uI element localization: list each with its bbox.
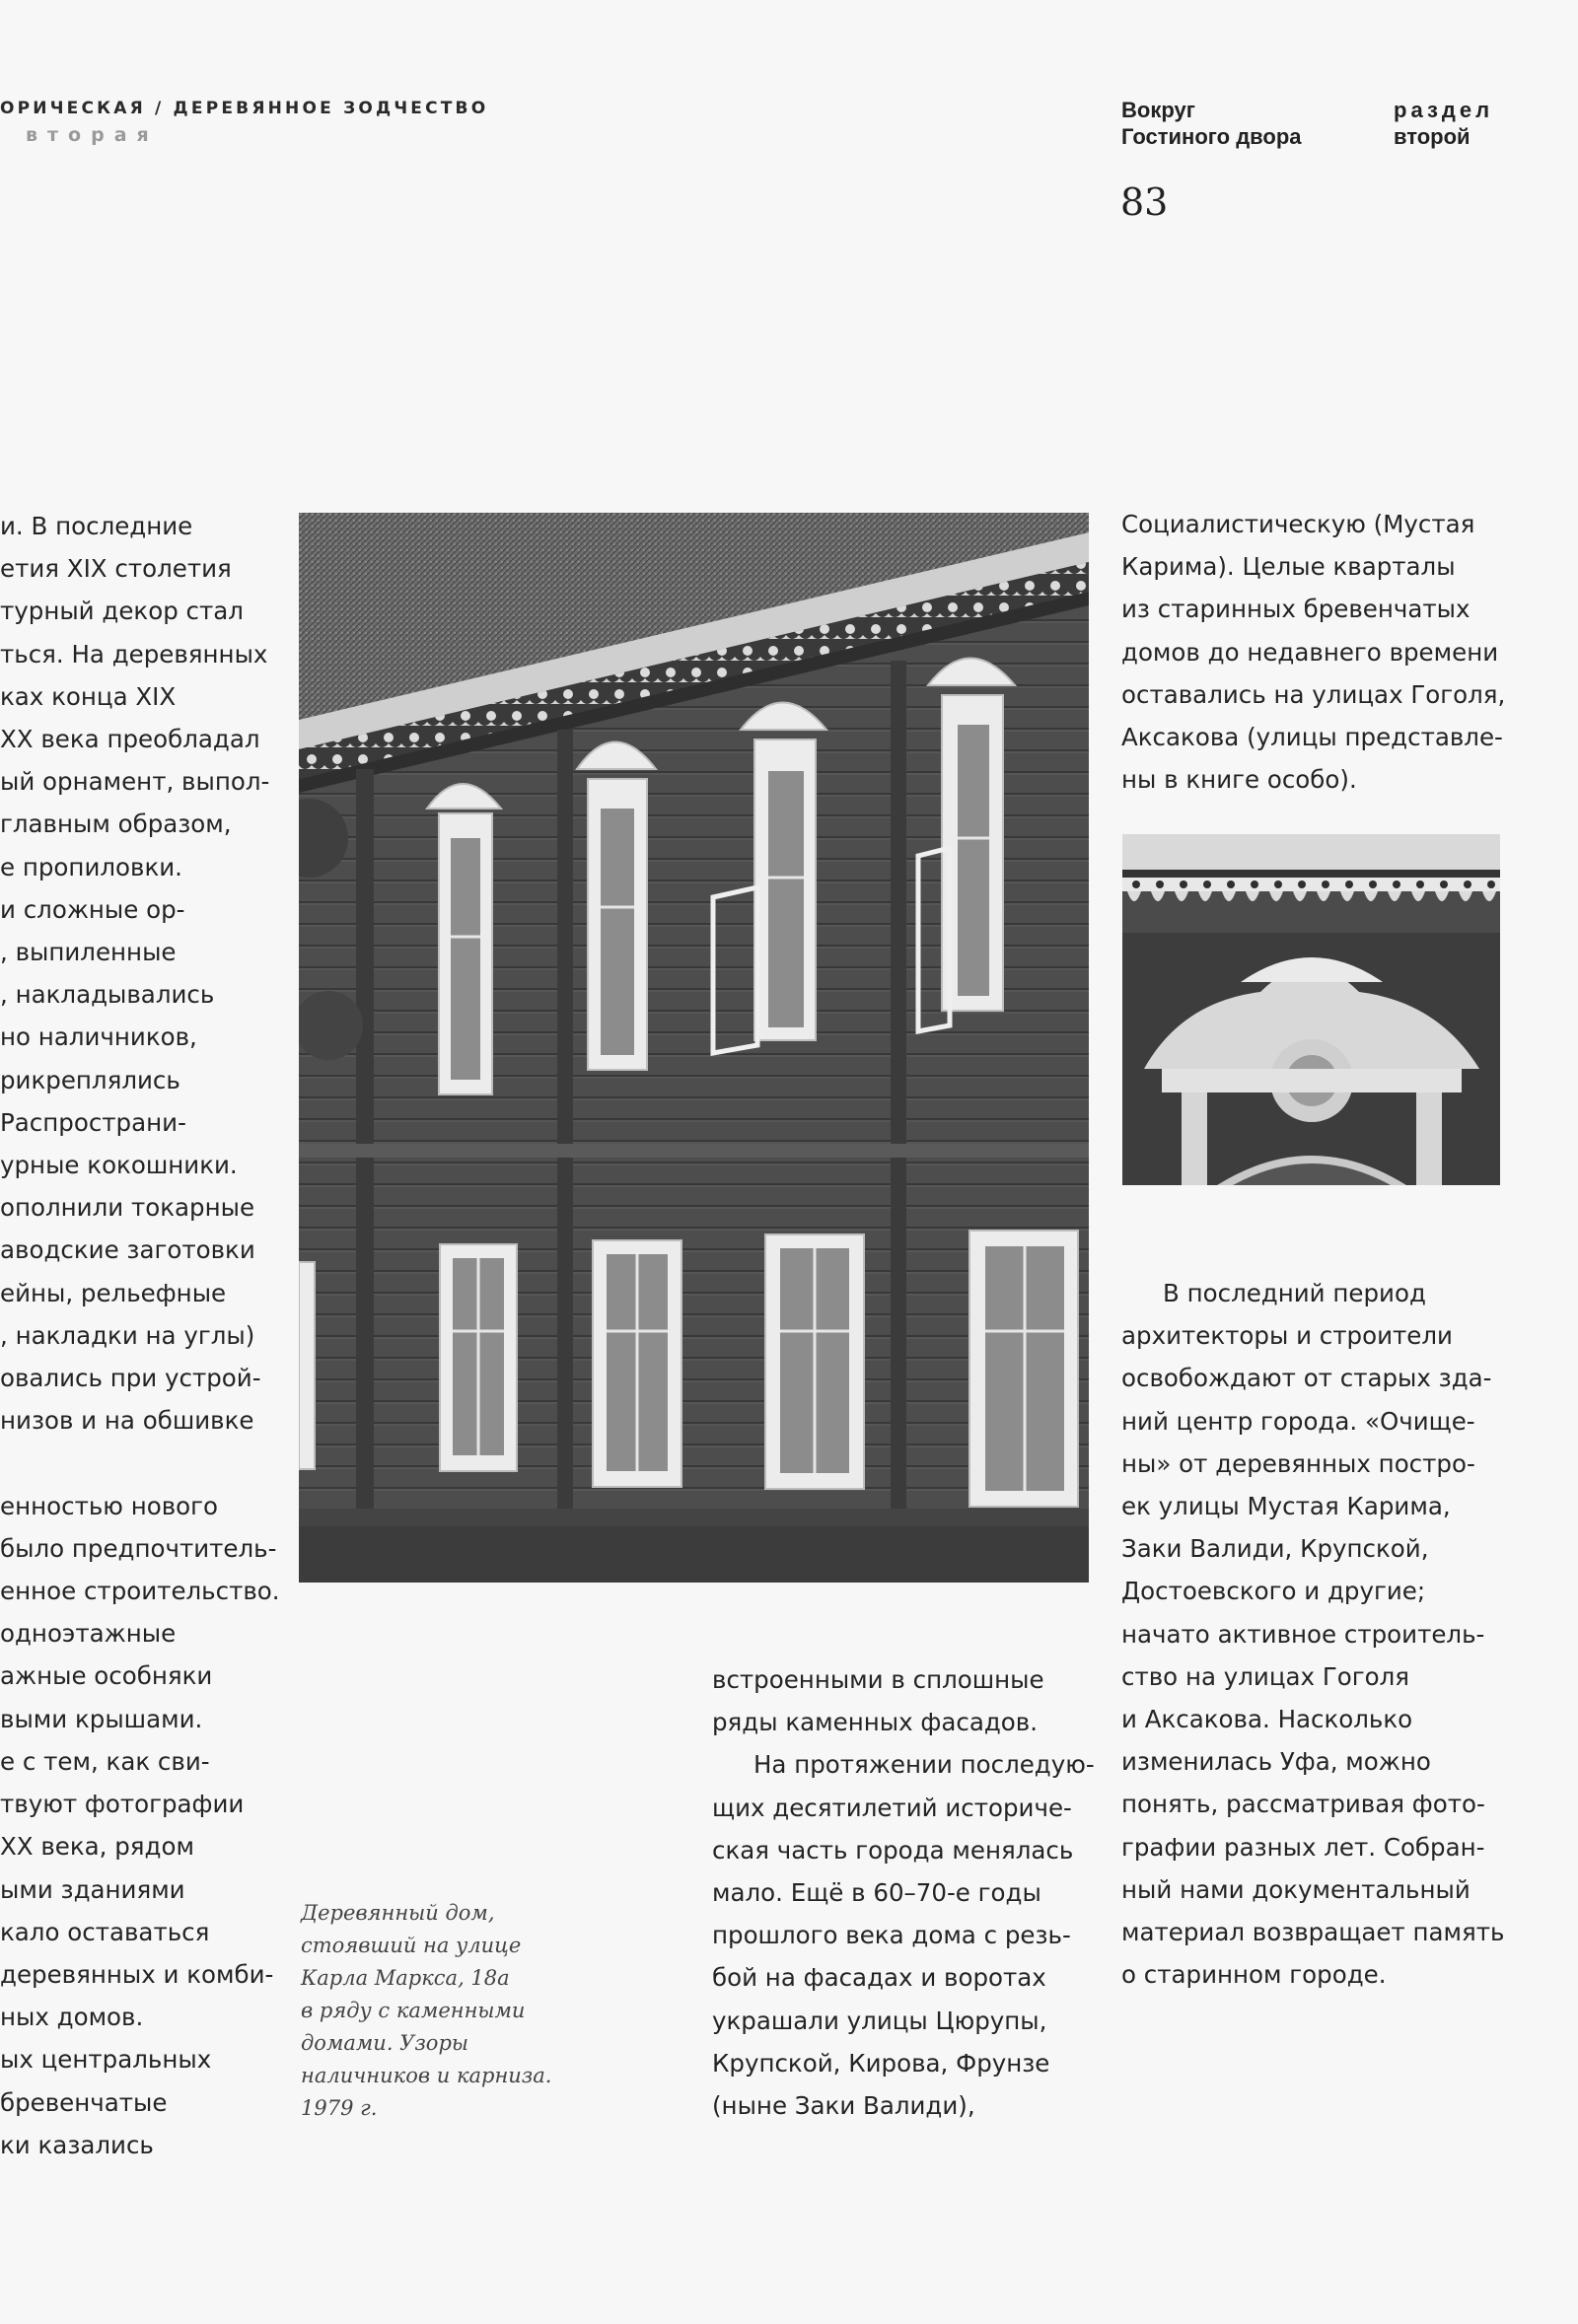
left-column-line: , накладки на углы) [0, 1320, 255, 1350]
right-column-bottom-line: В последний период [1163, 1279, 1426, 1307]
caption-line: 1979 г. [301, 2096, 378, 2120]
left-column-line: рикреплялись [0, 1065, 180, 1094]
left-column-line: выми крышами. [0, 1704, 203, 1733]
left-column-line: ных домов. [0, 2003, 144, 2032]
middle-column-line: бой на фасадах и воротах [712, 1963, 1046, 1993]
left-column-line: енностью нового [0, 1491, 218, 1520]
right-column-top-line: Карима). Целые кварталы [1121, 552, 1456, 582]
right-column-top-line: домов до недавнего времени [1121, 637, 1499, 667]
right-column-bottom-line: Заки Валиди, Крупской, [1121, 1534, 1429, 1564]
left-column-line: етия XIX столетия [0, 554, 232, 584]
left-column-line: Распространи- [0, 1107, 186, 1137]
section-label [1394, 97, 1493, 150]
left-text-column [0, 505, 280, 2166]
right-column-bottom-line: ны» от деревянных постро- [1121, 1448, 1475, 1478]
caption-line: Карла Маркса, 18а [301, 1966, 510, 1990]
photo-caption [301, 1897, 551, 2125]
caption-line: домами. Узоры [301, 2031, 468, 2055]
chapter-title-line2: Гостиного двора [1121, 124, 1302, 149]
left-column-line: одноэтажные [0, 1619, 177, 1649]
left-column-line: ый орнамент, выпол- [0, 767, 270, 797]
left-column-line [0, 1442, 276, 1484]
left-column-line: ейны, рельефные [0, 1278, 227, 1307]
left-column-line: ки казались [0, 2130, 154, 2159]
right-column-bottom-line: ний центр города. «Очище- [1121, 1406, 1475, 1436]
left-column-line: енное строительство. [0, 1577, 280, 1606]
middle-column-line: Крупской, Кирова, Фрунзе [712, 2048, 1050, 2078]
left-column-line: ых центральных [0, 2045, 212, 2075]
right-column-top-line: из старинных бревенчатых [1121, 595, 1470, 624]
left-column-line: , выпиленные [0, 938, 177, 967]
left-column-line: ажные особняки [0, 1661, 213, 1691]
left-column-line: бревенчатые [0, 2087, 168, 2117]
left-column-line: аводские заготовки [0, 1235, 255, 1265]
left-column-line: деревянных и комби- [0, 1959, 274, 1989]
middle-column-line: мало. Ещё в 60–70-е годы [712, 1878, 1041, 1908]
right-column-top-line: Социалистическую (Мустая [1121, 510, 1475, 538]
left-column-line: турный декор стал [0, 597, 244, 626]
middle-column-line: украшали улицы Цюрупы, [712, 2006, 1047, 2035]
right-column-bottom-line: материал возвращает память [1121, 1918, 1505, 1947]
right-column-bottom-line: начато активное строитель- [1121, 1619, 1485, 1649]
running-subtitle: вторая [26, 124, 159, 146]
right-column-bottom-line: графии разных лет. Собран- [1121, 1832, 1485, 1862]
left-column-line: ополнили токарные [0, 1193, 255, 1223]
left-column-line: и. В последние [0, 512, 193, 540]
right-column-top-line: ны в книге особо). [1121, 765, 1357, 795]
middle-column-line: встроенными в сплошные [712, 1665, 1044, 1694]
left-column-line: но наличников, [0, 1022, 197, 1052]
right-column-bottom-line: Достоевского и другие; [1121, 1577, 1426, 1606]
left-column-line: ться. На деревянных [0, 639, 268, 669]
caption-line: стоявший на улице [301, 1934, 522, 1957]
right-column-bottom-line: о старинном городе. [1121, 1960, 1387, 1990]
section-label-line2: второй [1394, 124, 1470, 149]
middle-column-line: ская часть города менялась [712, 1835, 1074, 1865]
right-column-bottom-line: изменилась Уфа, можно [1121, 1747, 1431, 1777]
caption-line: наличников и карниза. [301, 2064, 552, 2087]
right-column-bottom-line: понять, рассматривая фото- [1121, 1790, 1485, 1819]
left-column-line: е с тем, как сви- [0, 1746, 210, 1776]
left-column-line: твуют фотографии [0, 1790, 245, 1819]
caption-line: Деревянный дом, [301, 1901, 495, 1925]
middle-text-column [712, 1658, 1095, 2127]
left-column-line: овались при устрой- [0, 1364, 261, 1393]
caption-line: в ряду с каменными [301, 1999, 526, 2022]
section-label-line1: раздел [1394, 98, 1494, 122]
middle-column-line: щих десятилетий историче- [712, 1793, 1072, 1822]
right-column-bottom-line: освобождают от старых зда- [1121, 1364, 1492, 1393]
right-column-bottom-line: ный нами документальный [1121, 1874, 1470, 1904]
right-column-bottom-line: ек улицы Мустая Карима, [1121, 1492, 1451, 1521]
running-title: ОРИЧЕСКАЯ / ДЕРЕВЯННОЕ ЗОДЧЕСТВО [0, 99, 489, 118]
left-column-line: кало оставаться [0, 1917, 210, 1946]
wooden-house-photo [299, 513, 1089, 1583]
left-column-line: и сложные ор- [0, 894, 185, 924]
window-detail-photo [1122, 834, 1500, 1185]
left-column-line: , накладывались [0, 980, 215, 1010]
right-column-bottom-line: архитекторы и строители [1121, 1321, 1453, 1351]
right-text-column-top [1121, 503, 1516, 801]
left-column-line: ках конца XIX [0, 681, 177, 711]
left-column-line: низов и на обшивке [0, 1406, 254, 1436]
left-column-line: XX века преобладал [0, 725, 260, 754]
left-column-line: было предпочтитель- [0, 1533, 277, 1563]
middle-column-line: (ныне Заки Валиди), [712, 2091, 975, 2121]
left-column-line: ХX века, рядом [0, 1832, 194, 1862]
right-column-top-line: оставались на улицах Гоголя, [1121, 679, 1506, 709]
page-number: 83 [1120, 180, 1169, 224]
left-column-line: е пропиловки. [0, 852, 182, 881]
left-column-line: главным образом, [0, 810, 232, 839]
right-column-bottom-line: ство на улицах Гоголя [1121, 1661, 1410, 1691]
left-column-line: ыми зданиями [0, 1874, 185, 1904]
right-column-top-line: Аксакова (улицы представле- [1121, 723, 1503, 752]
right-text-column-bottom [1121, 1272, 1516, 1996]
chapter-title-line1: Вокруг [1121, 98, 1195, 122]
right-column-bottom-line: и Аксакова. Насколько [1121, 1705, 1413, 1734]
left-column-line: урные кокошники. [0, 1151, 238, 1180]
chapter-title [1121, 97, 1358, 150]
running-header [0, 99, 488, 146]
middle-column-line: прошлого века дома с резь- [712, 1921, 1071, 1950]
middle-column-line: ряды каменных фасадов. [712, 1708, 1038, 1737]
middle-column-line: На протяжении последую- [753, 1750, 1095, 1780]
